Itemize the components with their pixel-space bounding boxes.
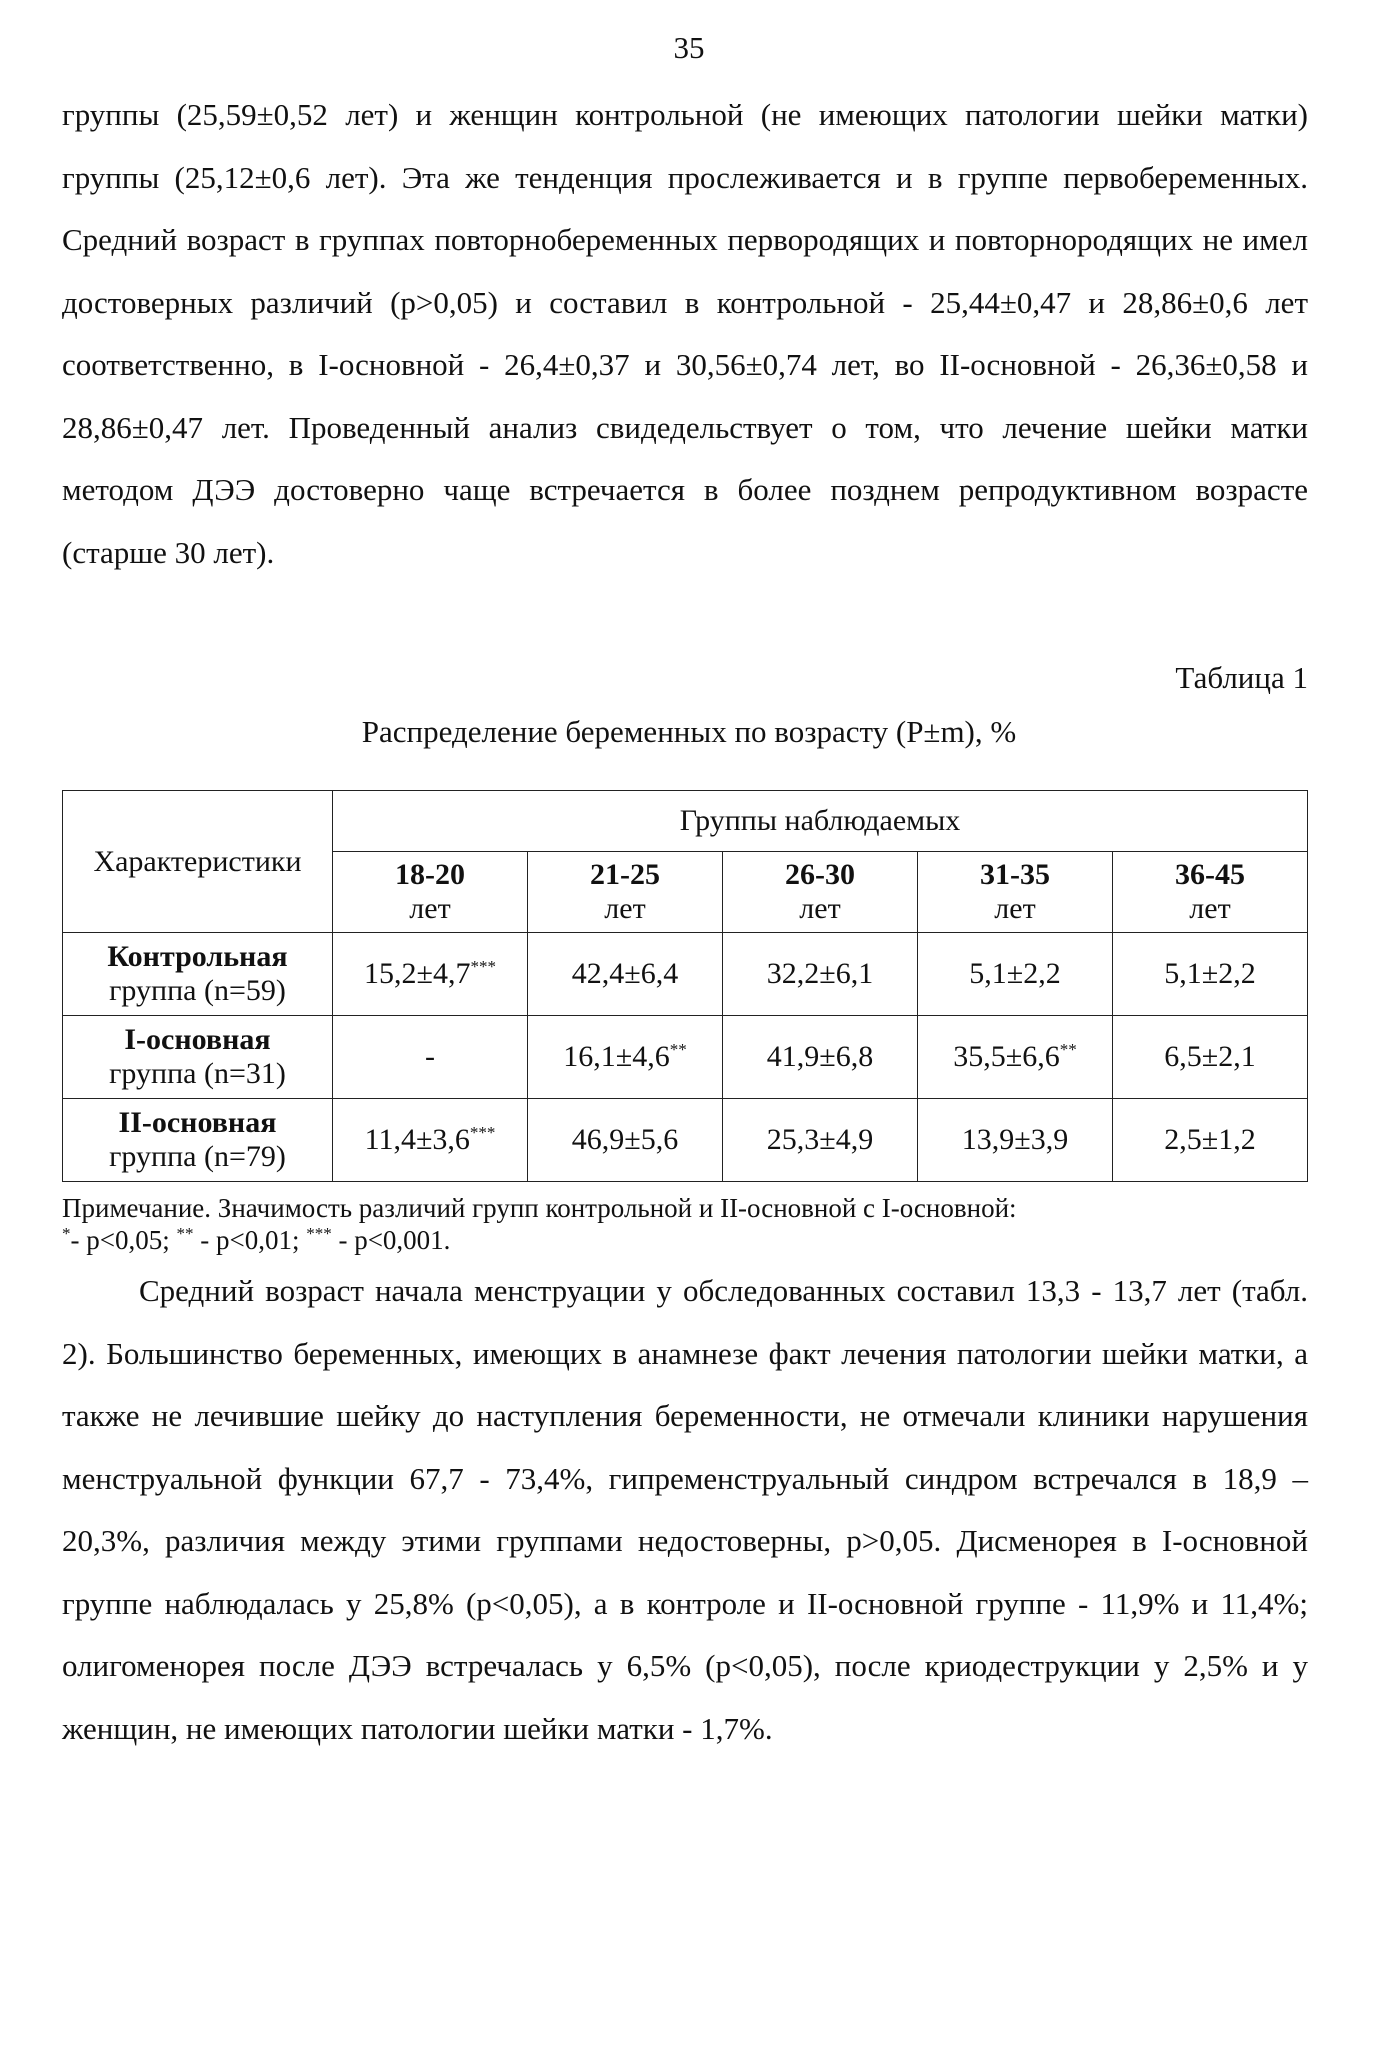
header-age-column: [528, 852, 723, 933]
table-row: [63, 1099, 1308, 1182]
significance-mark: ***: [470, 957, 496, 976]
age-unit: лет: [799, 892, 841, 925]
age-unit: лет: [604, 892, 646, 925]
cell-value: -: [425, 1040, 435, 1073]
group-size: группа (n=31): [109, 1057, 286, 1090]
cell-value: 11,4±3,6: [364, 1123, 470, 1156]
row-group-label: [63, 933, 333, 1016]
table-row: [63, 933, 1308, 1016]
table-cell: [918, 933, 1113, 1016]
group-name: I-основная: [124, 1023, 271, 1056]
table-cell: [333, 1016, 528, 1099]
age-range: 26-30: [785, 858, 855, 891]
table-cell: [528, 933, 723, 1016]
page-number: 35: [673, 30, 705, 65]
cell-value: 5,1±2,2: [1164, 957, 1256, 990]
significance-mark: **: [669, 1040, 687, 1059]
header-age-column: [723, 852, 918, 933]
row-group-label: [63, 1099, 333, 1182]
group-name: Контрольная: [107, 940, 288, 973]
header-groups: Группы наблюдаемых: [333, 791, 1308, 852]
table-cell: [1113, 1099, 1308, 1182]
cell-value: 13,9±3,9: [961, 1123, 1069, 1156]
age-range: 18-20: [395, 858, 465, 891]
note-p3: - p<0,001.: [331, 1225, 451, 1255]
cell-value: 41,9±6,8: [766, 1040, 874, 1073]
cell-value: 46,9±5,6: [571, 1123, 679, 1156]
cell-value: 2,5±1,2: [1164, 1123, 1256, 1156]
table-cell: [723, 933, 918, 1016]
age-range: 21-25: [590, 858, 660, 891]
age-unit: лет: [994, 892, 1036, 925]
age-range: 36-45: [1175, 858, 1245, 891]
cell-value: 25,3±4,9: [766, 1123, 874, 1156]
cell-value: 16,1±4,6: [563, 1040, 670, 1073]
table-cell: [528, 1099, 723, 1182]
cell-value: 32,2±6,1: [766, 957, 874, 990]
age-unit: лет: [1189, 892, 1231, 925]
table-cell: [918, 1016, 1113, 1099]
cell-value: 15,2±4,7: [364, 957, 471, 990]
cell-value: 42,4±6,4: [571, 957, 679, 990]
table-row: [63, 1016, 1308, 1099]
age-distribution-table: [62, 790, 1308, 1182]
age-unit: лет: [409, 892, 451, 925]
cell-value: 5,1±2,2: [969, 957, 1061, 990]
paragraph-age-analysis: группы (25,59±0,52 лет) и женщин контрольной (не имеющих патологии шейки матки) группы (25,12±0,6 лет). Эта же тенденция прослеживается и в группе первобеременных. Средний возраст в группах повторнобеременных первородящих и повторнородящих не имел достоверных различий (p>0,05) и составил в контрольной - 25,44±0,47 и 28,86±0,6 лет соответственно, в I-основной - 26,4±0,37 и 30,56±0,74 лет, во II-основной - 26,36±0,58 и 28,86±0,47 лет. Проведенный анализ свидедельствует о том, что лечение шейки матки методом ДЭЭ достоверно чаще встречается в более позднем репродуктивном возрасте (старше 30 лет).: [62, 97, 1308, 570]
table-cell: [333, 933, 528, 1016]
cell-value: 6,5±2,1: [1164, 1040, 1256, 1073]
note-text: Примечание. Значимость различий групп контрольной и II-основной с I-основной:: [62, 1193, 1017, 1223]
table-label: Таблица 1: [1175, 660, 1308, 695]
table-cell: [723, 1016, 918, 1099]
table-note: [62, 1192, 1308, 1256]
group-size: группа (n=59): [109, 974, 286, 1007]
significance-mark: **: [1059, 1040, 1077, 1059]
age-range: 31-35: [980, 858, 1050, 891]
table-cell: [333, 1099, 528, 1182]
note-mark-1: *: [62, 1224, 71, 1243]
note-mark-2: **: [176, 1224, 194, 1243]
table-cell: [918, 1099, 1113, 1182]
significance-mark: ***: [469, 1123, 496, 1142]
group-size: группа (n=79): [109, 1140, 286, 1173]
paragraph-menstruation: Средний возраст начала менструации у обследованных составил 13,3 - 13,7 лет (табл. 2). Большинство беременных, имеющих в анамнезе факт лечения патологии шейки матки, а также не лечившие шейку до наступления беременности, не отмечали клиники нарушения менструальной функции 67,7 - 73,4%, гипременструальный синдром встречался в 18,9 – 20,3%, различия между этими группами недостоверны, p>0,05. Дисменорея в I-основной группе наблюдалась у 25,8% (p<0,05), а в контроле и II-основной группе - 11,9% и 11,4%; олигоменорея после ДЭЭ встречалась у 6,5% (p<0,05), после криодеструкции у 2,5% и у женщин, не имеющих патологии шейки матки - 1,7%.: [62, 1273, 1308, 1746]
note-p2: - p<0,01;: [193, 1225, 307, 1255]
row-group-label: [63, 1016, 333, 1099]
table-cell: [528, 1016, 723, 1099]
table-cell: [1113, 1016, 1308, 1099]
group-name: II-основная: [118, 1106, 277, 1139]
header-age-column: [1113, 852, 1308, 933]
header-age-column: [333, 852, 528, 933]
table-cell: [1113, 933, 1308, 1016]
header-age-column: [918, 852, 1113, 933]
table-title: Распределение беременных по возрасту (P±m), %: [361, 714, 1017, 749]
header-characteristics: Характеристики: [63, 791, 333, 933]
note-mark-3: ***: [306, 1224, 332, 1243]
table-cell: [723, 1099, 918, 1182]
note-p1: - p<0,05;: [70, 1225, 177, 1255]
cell-value: 35,5±6,6: [953, 1040, 1060, 1073]
